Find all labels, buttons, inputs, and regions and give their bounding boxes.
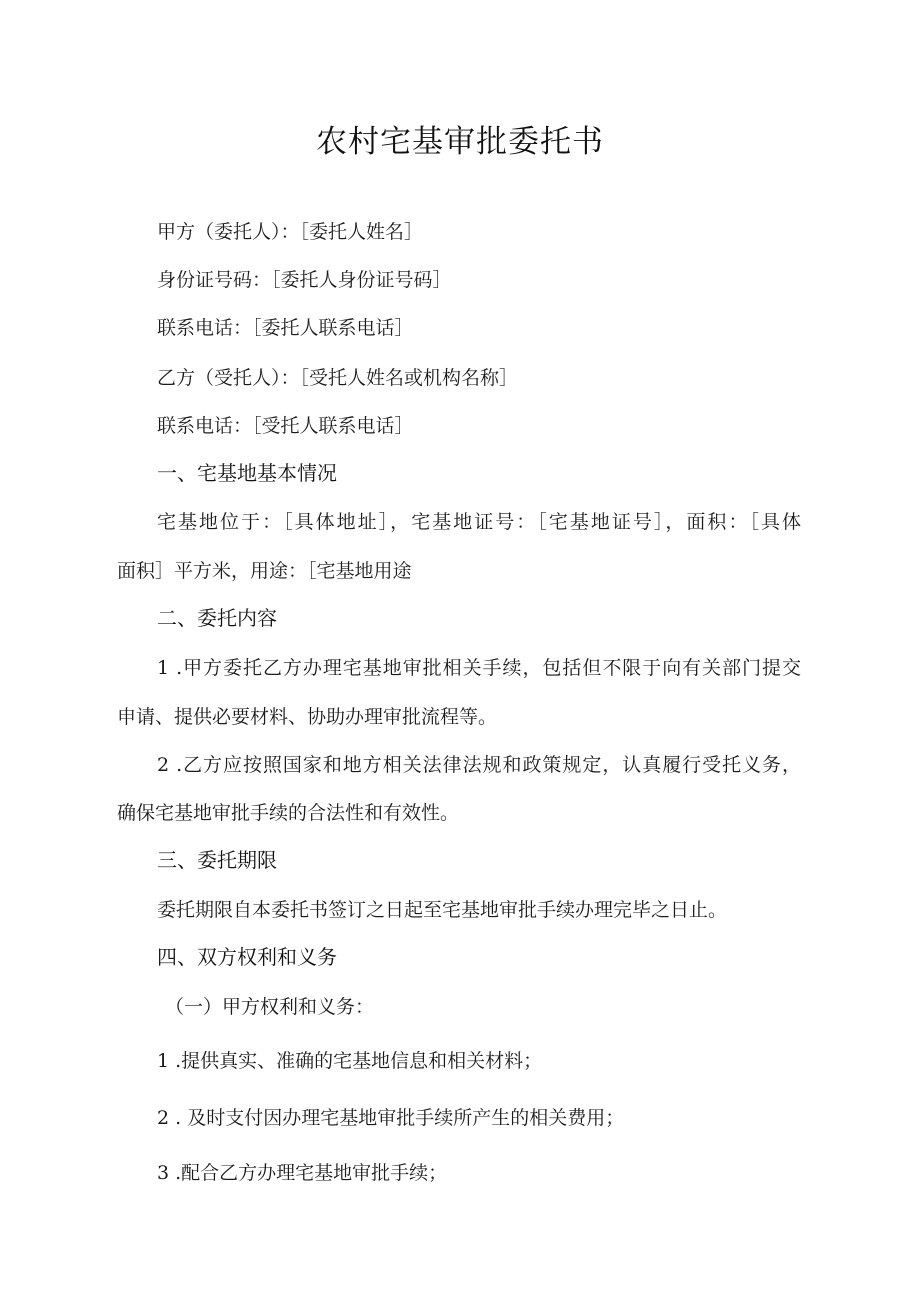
section-4-item-3: 3 .配合乙方办理宅基地审批手续；: [157, 1162, 448, 1184]
section-2-item-2-line-2: 确保宅基地审批手续的合法性和有效性。: [117, 802, 460, 824]
section-4-item-2: 2 . 及时支付因办理宅基地审批手续所产生的相关费用；: [157, 1107, 625, 1129]
party-b-name: 乙方（受托人）：［受托人姓名或机构名称］: [157, 367, 519, 389]
section-4-item-1: 1 .提供真实、准确的宅基地信息和相关材料；: [157, 1050, 543, 1072]
party-a-name: 甲方（委托人）：［委托人姓名］: [157, 221, 424, 243]
party-b-phone: 联系电话：［受托人联系电话］: [157, 415, 414, 437]
section-1-text-line-1: 宅基地位于：［具体地址］，宅基地证号：［宅基地证号］，面积：［具体: [157, 511, 801, 533]
section-2-item-2-line-1: 2 .乙方应按照国家和地方相关法律法规和政策规定，认真履行受托义务，: [157, 754, 801, 776]
section-2-item-1-line-1: 1 .甲方委托乙方办理宅基地审批相关手续，包括但不限于向有关部门提交: [157, 657, 801, 679]
document-title: 农村宅基审批委托书: [316, 124, 604, 160]
section-2-item-1-line-2: 申请、提供必要材料、协助办理审批流程等。: [117, 706, 498, 728]
section-4-heading: 四、双方权利和义务: [157, 945, 337, 969]
section-1-text-line-2: 面积］平方米，用途：［宅基地用途: [117, 560, 412, 582]
section-3-text: 委托期限自本委托书签订之日起至宅基地审批手续办理完毕之日止。: [157, 899, 728, 921]
section-1-heading: 一、宅基地基本情况: [157, 461, 337, 485]
party-a-id-number: 身份证号码：［委托人身份证号码］: [157, 269, 452, 291]
party-a-phone: 联系电话：［委托人联系电话］: [157, 317, 414, 339]
section-4-sub-heading: （一）甲方权利和义务：: [165, 996, 375, 1018]
section-2-heading: 二、委托内容: [157, 606, 277, 630]
section-3-heading: 三、委托期限: [157, 848, 277, 872]
